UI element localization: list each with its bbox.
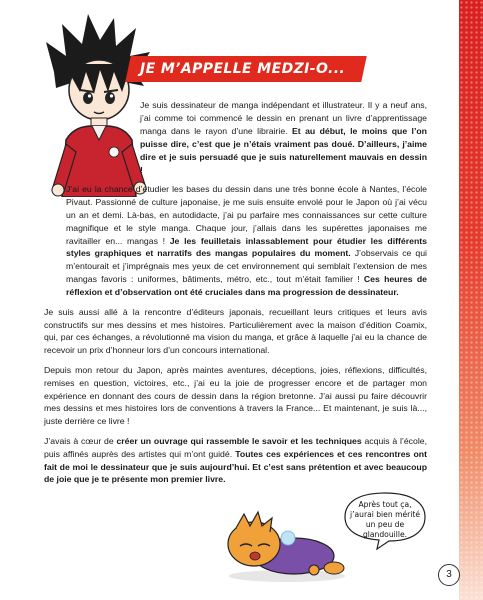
bold-text-run: Je les feuilletais inlassablement pour étudier les différents styles graphiques et narratifs des mangas populaires du moment. bbox=[66, 235, 427, 259]
paragraph bbox=[66, 183, 427, 299]
text-run: Depuis mon retour du Japon, après maintes aventures, déceptions, joies, réflexions, difficultés, remises en question, victoires, etc., j’ai eu la joie de progresser encore et de partager mon expérience en donnant des cours de dessin dans la région bretonne. J’ai aussi pu faire découvrir mes dessins et mes histoires lors de conventions à travers la France... Et maintenant, je suis là..., juste derrière ce livre ! bbox=[44, 364, 427, 427]
text-run: acquis à l’école, puis affinés auprès des artistes qui m’ont guidé. bbox=[44, 435, 428, 459]
text-run: Je suis dessinateur de manga indépendant et illustrateur. Il y a neuf ans, j’ai comme toi commencé le dessin en prenant un livre d’apprentissage manga dans le rayon d’une librairie. bbox=[140, 100, 427, 136]
bold-text-run: Toutes ces expériences et ces rencontres ont fait de moi le dessinateur que je suis aujourd’hui. Et c’est sans prétention et avec beaucoup de joie que je te présente mon premier livre. bbox=[44, 448, 427, 485]
bubble-line: j’aurai bien mérité bbox=[349, 510, 421, 519]
bubble-line: un peu de glandouille. bbox=[362, 520, 408, 539]
side-halftone-pattern bbox=[459, 0, 483, 600]
bubble-line: Après tout ça, bbox=[358, 500, 412, 509]
paragraph bbox=[44, 306, 427, 358]
text-run: J’avais à cœur de bbox=[44, 435, 117, 446]
paragraph bbox=[44, 364, 427, 429]
paragraph bbox=[140, 99, 427, 176]
second-wrap bbox=[44, 183, 427, 299]
page-title: JE M’APPELLE MEDZI-O... bbox=[140, 61, 346, 77]
text-run: J’ai eu la chance d’étudier les bases du dessin dans une très bonne école à Nantes, l’école Pivaut. Passionné de culture japonaise, je me suis ensuite envolé pour le Japon où j’ai vécu un an et demi. Là-bas, en autodidacte, j’ai pu parfaire mes connaissances sur cette culture magnifique et le style manga. Chaque jour, j’allais dans les supérettes japonaises me ravitailler en... mangas ! bbox=[66, 183, 427, 246]
speech-bubble-text bbox=[348, 500, 422, 540]
paragraph bbox=[44, 435, 427, 487]
intro-wrap bbox=[44, 99, 427, 176]
sleeping-character-illustration bbox=[222, 508, 352, 584]
page-number: 3 bbox=[438, 564, 460, 586]
body-text bbox=[44, 99, 427, 493]
text-run: J’observais ce qui m’entourait et j’imprégnais mes yeux de cet environnement qui semblait l’extension de mes mangas favoris : uniformes, bâtiments, métro, etc., tout m’était familier ! bbox=[66, 248, 427, 285]
text-run: Je suis aussi allé à la rencontre d’éditeurs japonais, recueillant leurs critiques et leurs avis constructifs sur mes dessins et mes histoires. Particulièrement avec la maison d’édition Coamix, qui, par ces échanges, a révolutionné ma vision du manga, et grâce à laquelle j’ai eu la chance de recevoir un prix d’honneur lors d’un concours international. bbox=[44, 306, 427, 356]
bold-text-run: Et au début, le moins que l’on puisse dire, c’est que je n’étais vraiment pas doué. D’ailleurs, j’aime dire et je suis persuadé que je suis naturellement mauvais en dessin ! bbox=[140, 125, 427, 175]
bold-text-run: Ces heures de réflexion et d’observation ont été cruciales dans ma progression de dessinateur. bbox=[66, 274, 427, 298]
bold-text-run: créer un ouvrage qui rassemble le savoir et les techniques bbox=[116, 435, 362, 446]
